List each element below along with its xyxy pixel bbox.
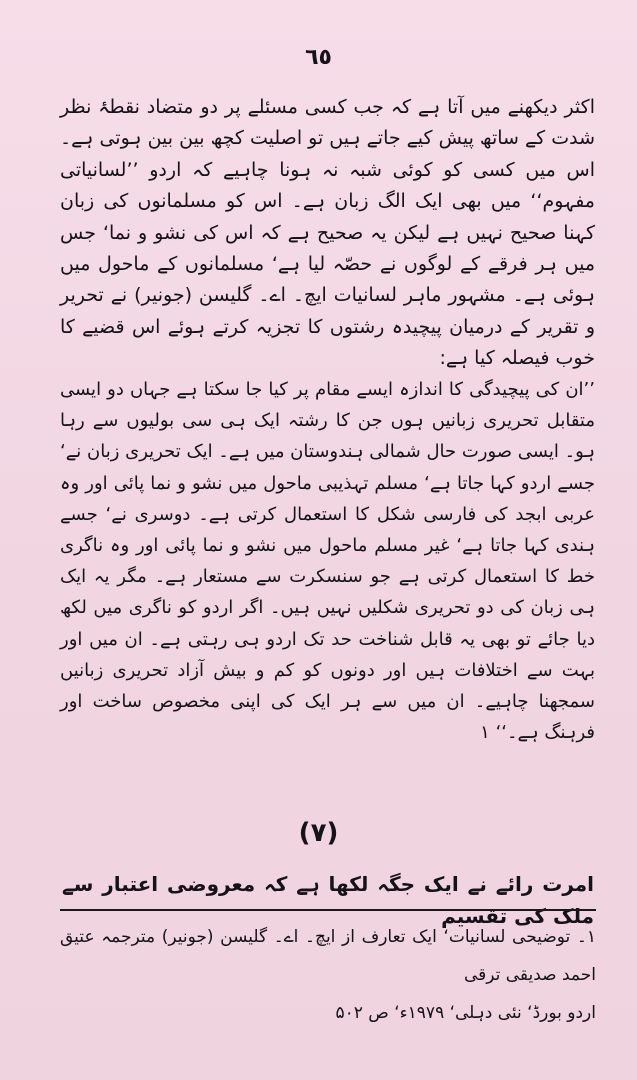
main-paragraph: اکثر دیکھنے میں آتا ہے کہ جب کسی مسئلے پر دو متضاد نقطۂ نظر شدت کے ساتھ پیش کیے جاتے ہیں تو اصلیت کچھ بین بین ہوتی ہے۔ اس میں کسی کو کوئی شبہ نہ ہونا چاہیے کہ اردو ’’لسانیاتی مفہوم‘‘ میں بھی ایک الگ زبان ہے۔ اس کو مسلمانوں کی زبان کہنا صحیح نہیں ہے لیکن یہ صحیح ہے کہ اس کی نشو و نما‘ جس میں ہر فرقے کے لوگوں نے حصّہ لیا ہے‘ مسلمانوں کے ماحول میں ہوئی ہے۔ مشہور ماہر لسانیات ایچ۔ اے۔ گلیسن (جونیر) نے تحریر و تقریر کے درمیان پیچیدہ رشتوں کا تجزیہ کرتے ہوئے اس قضیے کا خوب فیصلہ کیا ہے: — [60, 96, 595, 370]
section-first-line: امرت رائے نے ایک جگہ لکھا ہے کہ معروضی اعتبار سے ملک کی تقسیم — [62, 872, 594, 928]
page-number: ٦٥ — [305, 45, 332, 70]
main-paragraph-block — [60, 92, 595, 375]
footnote-divider — [60, 909, 596, 911]
quotation-block — [60, 374, 595, 748]
footnote-line-2: اردو بورڈ‘ نئی دہلی‘ ۱۹۷۹ء‘ ص ۵۰۲ — [335, 1003, 596, 1023]
section-number: (۷) — [298, 818, 339, 848]
quotation-text: ’’ان کی پیچیدگی کا اندازہ ایسے مقام پر کیا جا سکتا ہے جہاں دو ایسی متقابل تحریری زبانیں ہوں جن کا رشتہ ایک ہی سی بولیوں سے رہا ہو۔ ایسی صورت حال شمالی ہندوستان میں ہے۔ ایک تحریری زبان نے‘ جسے اردو کہا جاتا ہے‘ مسلم تہذیبی ماحول میں نشو و نما پائی اور وہ عربی ابجد کی فارسی شکل کا استعمال کرتی ہے۔ دوسری نے‘ جسے ہندی کہا جاتا ہے‘ غیر مسلم ماحول میں نشو و نما پائی اور وہ ناگری خط کا استعمال کرتی ہے جو سنسکرت سے مستعار ہے۔ مگر یہ ایک ہی زبان کی دو تحریری شکلیں نہیں ہیں۔ اگر اردو کو ناگری میں لکھ دیا جائے تو بھی یہ قابل شناخت حد تک اردو ہی رہتی ہے۔ ان میں اور بہت سے اختلافات ہیں اور دونوں کو کم و بیش آزاد تحریری زبانیں سمجھنا چاہیے۔ ان میں سے ہر ایک کی اپنی مخصوص ساخت اور فرہنگ ہے۔‘‘ ۱ — [60, 379, 595, 744]
footnote-block — [60, 918, 596, 1032]
footnote-line-1: ۱۔ توضیحی لسانیات‘ ایک تعارف از ایچ۔ اے۔ گلیسن (جونیر) مترجمہ عتیق احمد صدیقی ترقی — [60, 927, 596, 985]
